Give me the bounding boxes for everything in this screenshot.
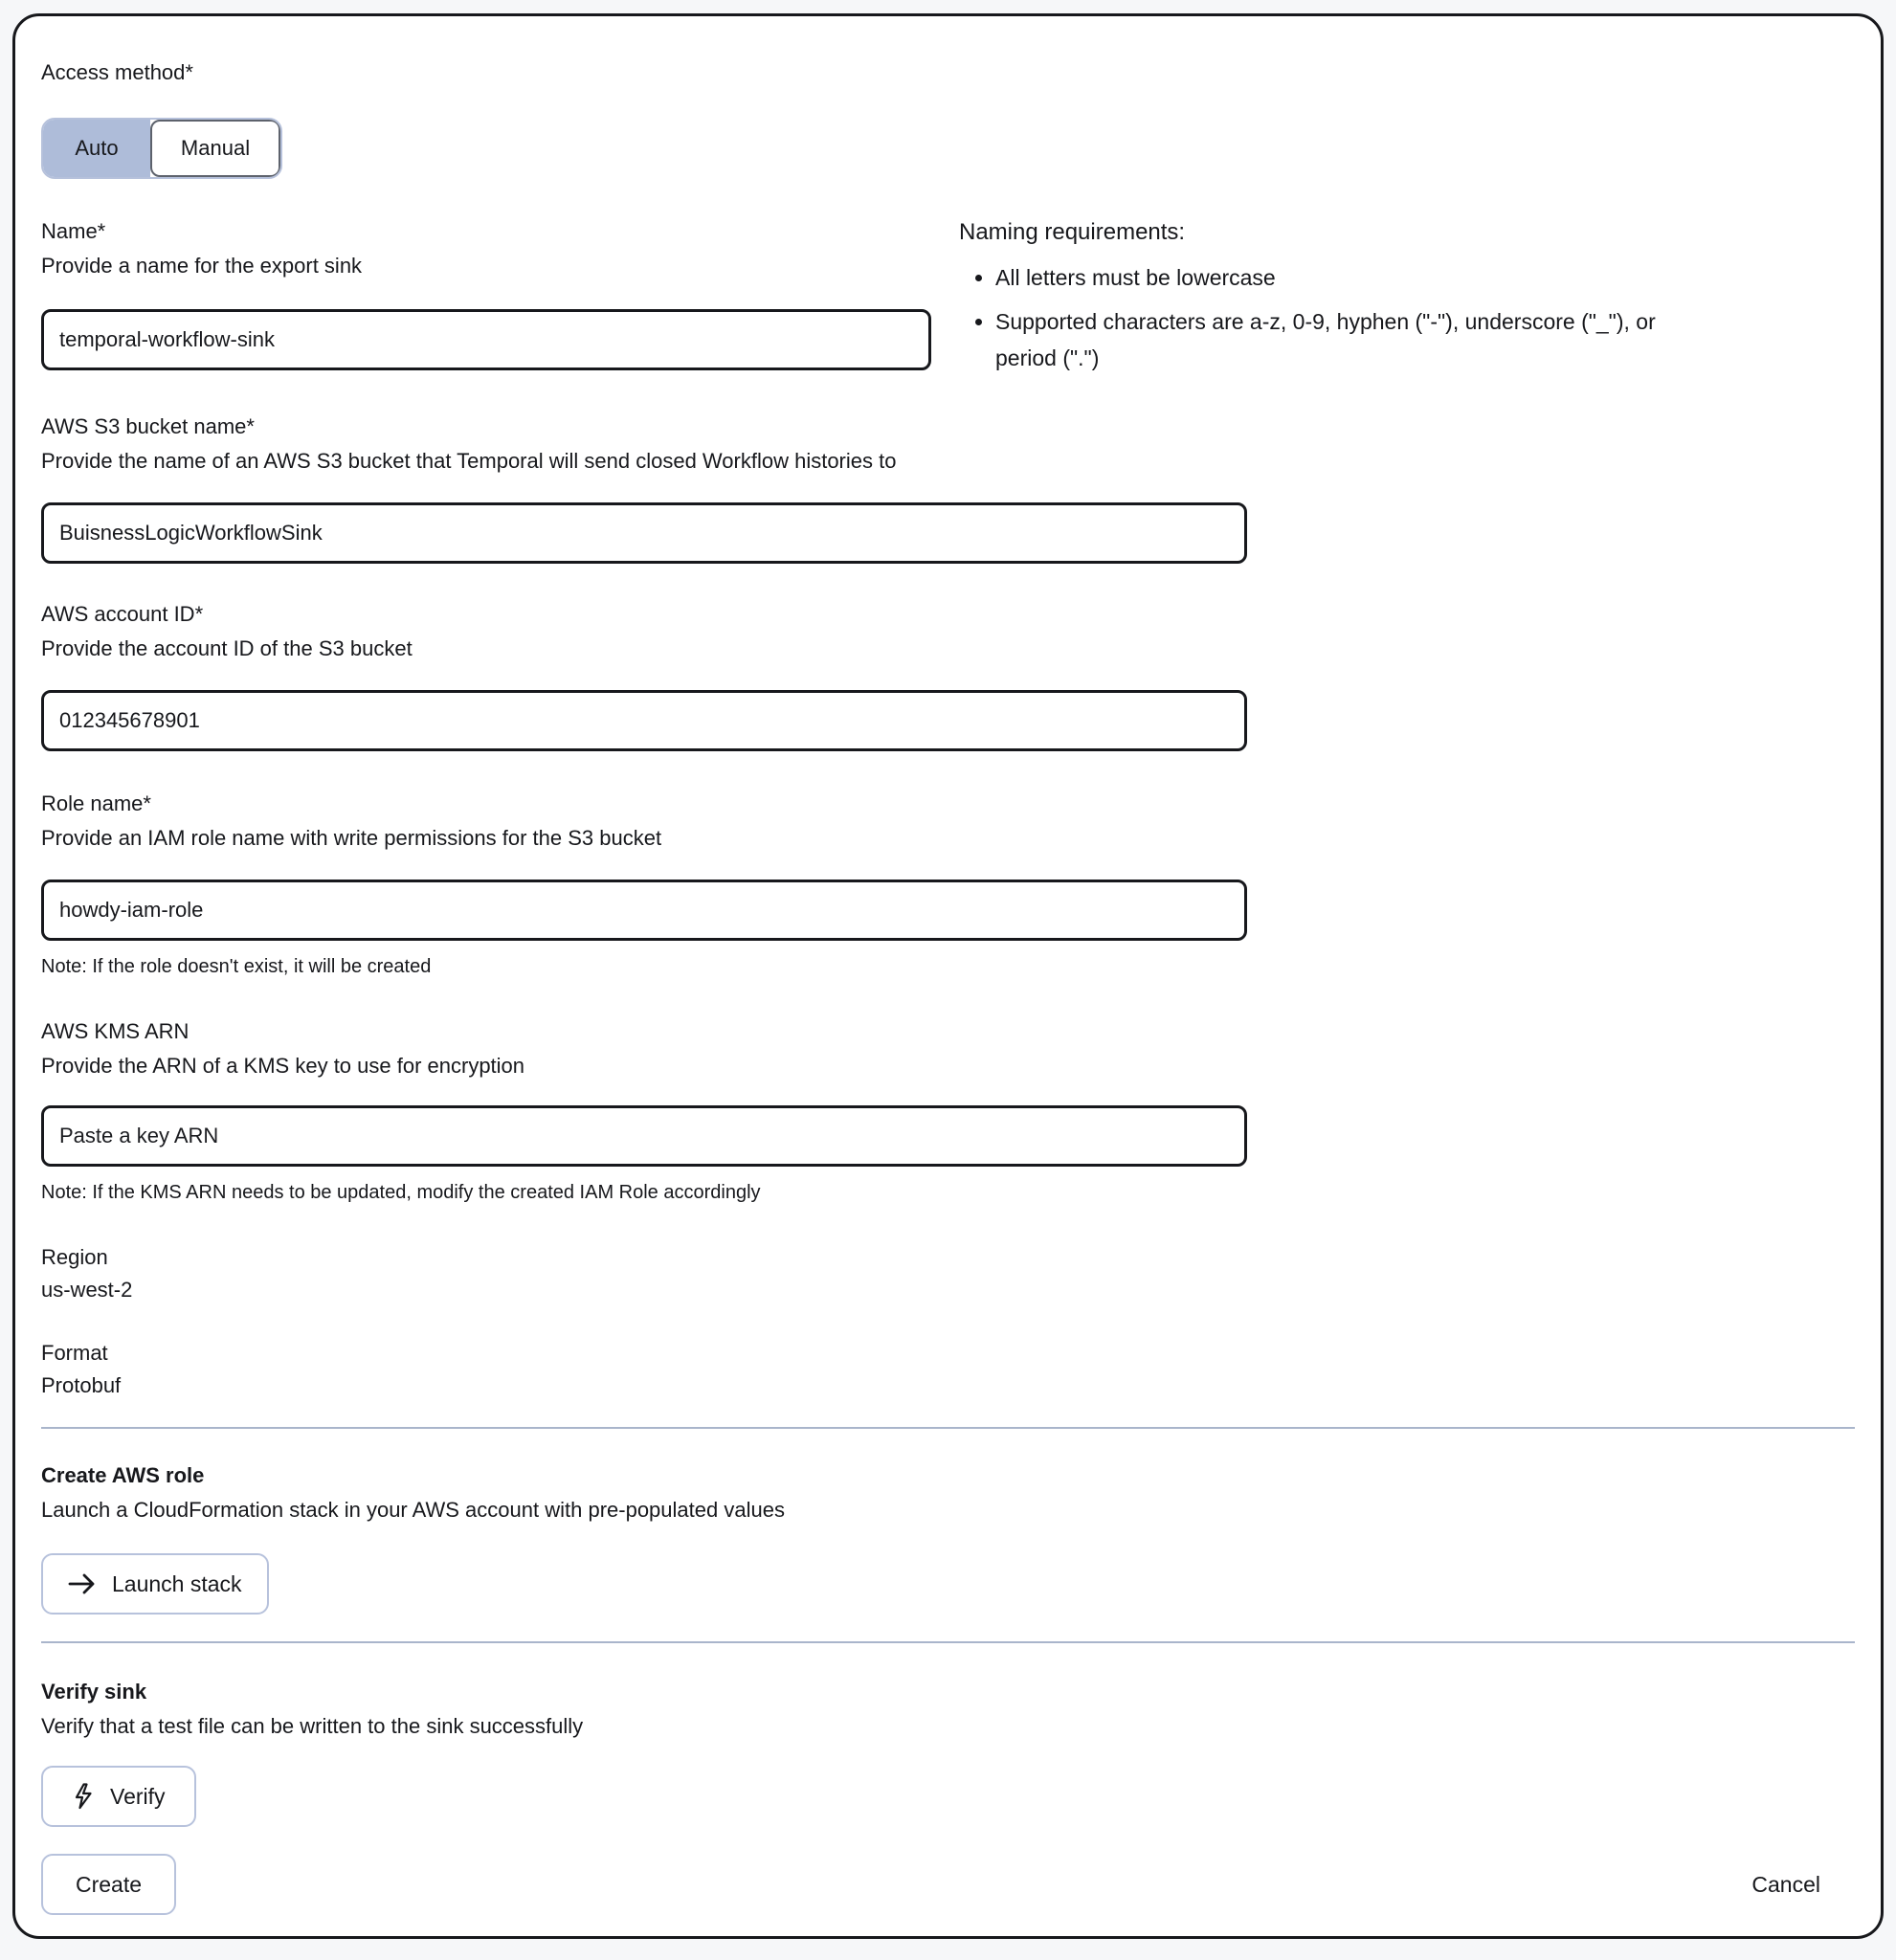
footer-actions [41,1854,1855,1915]
create-aws-role-section [41,1461,1855,1615]
role-name-note: Note: If the role doesn't exist, it will be created [41,956,432,977]
create-aws-role-description: Launch a CloudFormation stack in your AWS account with pre-populated values [41,1498,785,1522]
access-method-option-auto[interactable]: Auto [43,120,150,177]
format-readonly [41,1339,1855,1400]
s3-bucket-label: AWS S3 bucket name* [41,414,255,438]
naming-requirement-text-line1: • Supported characters are a-z, 0-9, hyphen ("-"), underscore ("_"), or [995,309,1656,334]
naming-requirement-text-line2: period (".") [995,345,1100,370]
access-method-label: Access method* [41,60,193,84]
naming-requirement-item [995,303,1845,376]
naming-requirements [959,217,1855,376]
arrow-right-icon [68,1572,97,1595]
kms-arn-label: AWS KMS ARN [41,1019,190,1043]
name-and-requirements-row [41,217,1855,376]
access-method-toggle [41,118,282,179]
verify-button[interactable] [41,1766,196,1827]
verify-sink-description: Verify that a test file can be written to the sink successfully [41,1714,584,1738]
create-button[interactable]: Create [41,1854,176,1915]
role-name-description: Provide an IAM role name with write permissions for the S3 bucket [41,826,662,850]
role-name-field [41,790,1855,979]
account-id-field [41,600,1855,751]
account-id-description: Provide the account ID of the S3 bucket [41,636,413,660]
export-sink-form-card [12,13,1884,1939]
divider [41,1427,1855,1429]
cancel-button[interactable]: Cancel [1751,1871,1820,1897]
access-method-option-manual[interactable]: Manual [150,120,280,177]
format-value: Protobuf [41,1373,122,1397]
name-input[interactable] [41,309,931,370]
s3-bucket-input[interactable] [41,502,1247,564]
verify-sink-section [41,1678,1855,1827]
launch-stack-button[interactable] [41,1553,269,1615]
region-label: Region [41,1245,108,1269]
verify-sink-title: Verify sink [41,1680,147,1704]
format-label: Format [41,1341,108,1365]
region-readonly [41,1243,1855,1304]
divider [41,1641,1855,1643]
lightning-icon [72,1782,95,1811]
s3-bucket-field [41,412,1855,564]
naming-requirement-text: • All letters must be lowercase [995,265,1276,290]
kms-arn-description: Provide the ARN of a KMS key to use for encryption [41,1054,525,1078]
region-value: us-west-2 [41,1278,133,1302]
naming-requirement-item [995,259,1845,296]
naming-requirements-title: Naming requirements: [959,219,1186,245]
name-description: Provide a name for the export sink [41,254,363,278]
verify-label: Verify [110,1783,166,1809]
name-field [41,217,936,376]
launch-stack-label: Launch stack [112,1570,242,1596]
kms-arn-field [41,1017,1855,1205]
account-id-label: AWS account ID* [41,602,204,626]
kms-arn-input[interactable] [41,1105,1247,1167]
name-label: Name* [41,219,106,243]
create-aws-role-title: Create AWS role [41,1463,205,1487]
kms-arn-note: Note: If the KMS ARN needs to be updated, modify the created IAM Role accordingly [41,1182,761,1203]
role-name-input[interactable] [41,880,1247,941]
s3-bucket-description: Provide the name of an AWS S3 bucket that Temporal will send closed Workflow histories to [41,449,897,473]
role-name-label: Role name* [41,791,151,815]
naming-requirements-list [959,259,1845,376]
account-id-input[interactable] [41,690,1247,751]
